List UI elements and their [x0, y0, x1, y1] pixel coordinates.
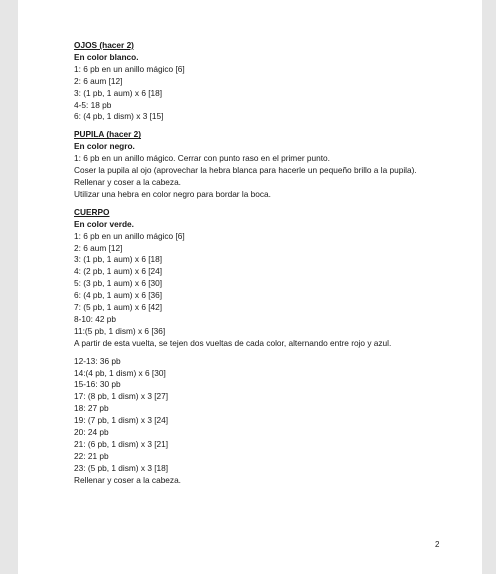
pattern-row: 3: (1 pb, 1 aum) x 6 [18] [74, 254, 163, 265]
section-title: CUERPO [74, 206, 110, 217]
section-subtitle: En color negro. [74, 141, 135, 152]
pattern-row: 15-16: 30 pb [74, 379, 121, 390]
pattern-row: 23: (5 pb, 1 dism) x 3 [18] [74, 462, 169, 473]
section-pupila [74, 129, 446, 200]
page-number: 2 [435, 540, 440, 549]
pattern-row: 2: 6 aum [12] [74, 242, 123, 253]
pattern-row: 12-13: 36 pb [74, 355, 121, 366]
pattern-row: 1: 6 pb en un anillo mágico. Cerrar con punto raso en el primer punto. [74, 153, 330, 164]
section-ojos [74, 40, 446, 123]
section-subtitle: En color verde. [74, 218, 134, 229]
pattern-row: 5: (3 pb, 1 aum) x 6 [30] [74, 278, 163, 289]
document-content [74, 40, 446, 493]
pattern-row: 14:(4 pb, 1 dism) x 6 [30] [74, 367, 166, 378]
pattern-row: 22: 21 pb [74, 450, 109, 461]
section-title: PUPILA (hacer 2) [74, 129, 142, 140]
pattern-row: 6: (4 pb, 1 dism) x 3 [15] [74, 111, 164, 122]
section-cuerpo [74, 207, 446, 487]
pattern-row: 8-10: 42 pb [74, 313, 116, 324]
section-title: OJOS (hacer 2) [74, 40, 134, 50]
color-change-note: A partir de esta vuelta, se tejen dos vueltas de cada color, alternando entre rojo y azul. [74, 337, 392, 348]
pattern-row: 21: (6 pb, 1 dism) x 3 [21] [74, 439, 169, 449]
pattern-row: 20: 24 pb [74, 427, 109, 438]
pattern-row: 18: 27 pb [74, 403, 109, 414]
pattern-row: 11:(5 pb, 1 dism) x 6 [36] [74, 325, 166, 336]
pattern-row: 17: (8 pb, 1 dism) x 3 [27] [74, 391, 169, 402]
pattern-row: 19: (7 pb, 1 dism) x 3 [24] [74, 415, 169, 426]
pattern-row: 1: 6 pb en un anillo mágico [6] [74, 63, 185, 74]
pattern-row: 4: (2 pb, 1 aum) x 6 [24] [74, 266, 163, 277]
pattern-row: 3: (1 pb, 1 aum) x 6 [18] [74, 87, 163, 98]
instruction-text: Utilizar una hebra en color negro para bordar la boca. [74, 188, 271, 199]
pattern-row: 1: 6 pb en un anillo mágico [6] [74, 230, 185, 241]
instruction-text: Rellenar y coser a la cabeza. [74, 474, 181, 485]
section-subtitle: En color blanco. [74, 51, 139, 62]
pattern-row: 2: 6 aum [12] [74, 75, 123, 86]
pattern-row: 4-5: 18 pb [74, 99, 112, 110]
document-page [18, 0, 482, 574]
instruction-text: Coser la pupila al ojo (aprovechar la hebra blanca para hacerle un pequeño brillo a la pupila). Rellenar y coser a la cabeza. [74, 165, 417, 187]
pattern-row: 7: (5 pb, 1 aum) x 6 [42] [74, 302, 163, 313]
pattern-row: 6: (4 pb, 1 aum) x 6 [36] [74, 290, 163, 301]
